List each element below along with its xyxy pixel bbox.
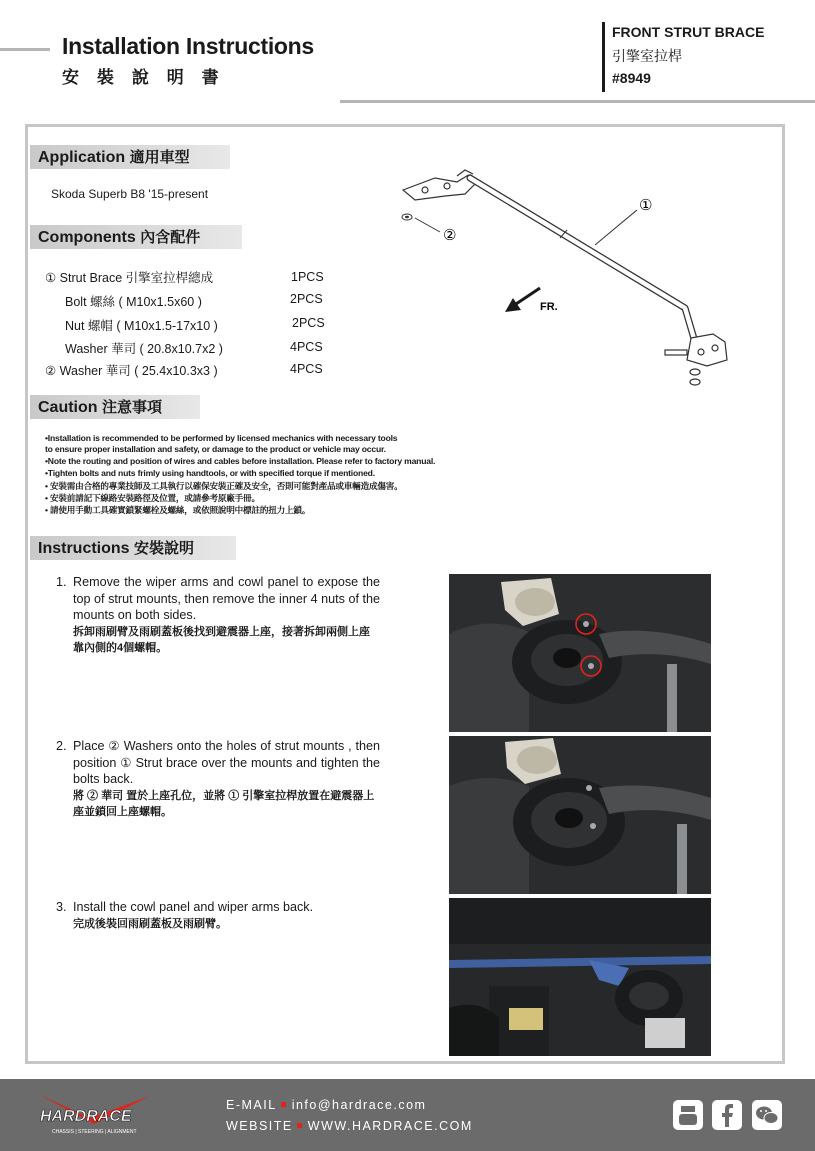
caution-line: •Tighten bolts and nuts frimly using handtools, or with specified torque if mentioned. <box>45 468 375 478</box>
header-divider-right <box>340 100 815 103</box>
strut-brace-diagram <box>395 160 755 390</box>
caution-heading-en: Caution <box>38 399 98 416</box>
step-text-en: Install the cowl panel and wiper arms back. <box>73 900 314 914</box>
wechat-icon[interactable] <box>752 1100 782 1130</box>
callout-1: ① <box>639 196 653 214</box>
component-item: ② Washer 華司 ( 25.4x10.3x3 ) <box>45 364 218 378</box>
brace-bar-drawing <box>470 178 695 342</box>
components-heading <box>30 225 242 249</box>
vehicle-application: Skoda Superb B8 '15-present <box>51 187 209 201</box>
step-number: 1. <box>56 575 67 589</box>
caution-line: •Note the routing and position of wires and cables before installation. Please refer to factory manual. <box>45 456 436 466</box>
component-item: ① Strut Brace 引擎室拉桿總成 <box>45 271 214 285</box>
component-qty: 1PCS <box>291 270 324 284</box>
step-text-zh: 拆卸雨刷臂及雨刷蓋板後找到避震器上座，接著拆卸兩側上座靠內側的4個螺帽。 <box>73 625 370 654</box>
application-heading-en: Application <box>38 149 126 166</box>
components-heading-zh: 內含配件 <box>140 228 201 246</box>
caution-line: •Installation is recommended to be performed by licensed mechanics with necessary tools <box>45 433 398 443</box>
caution-heading-zh: 注意事項 <box>102 398 163 416</box>
washer-drawing <box>402 214 412 220</box>
instructions-heading-en: Instructions <box>38 540 130 557</box>
step-text-en: Remove the wiper arms and cowl panel to expose the top of strut mounts, then remove the inner 4 nuts of the mounts on both sides. <box>73 575 380 622</box>
step-text-zh: 將 ② 華司 置於上座孔位，並將 ① 引擎室拉桿放置在避震器上座並鎖回上座螺帽。 <box>73 789 375 818</box>
component-qty: 4PCS <box>290 362 323 376</box>
step-text-zh: 完成後裝回雨刷蓋板及雨刷臂。 <box>73 917 227 930</box>
application-heading <box>30 145 230 169</box>
application-heading-zh: 適用車型 <box>129 148 190 166</box>
callout-2-leader <box>415 218 440 232</box>
step-number: 2. <box>56 739 67 753</box>
component-item: Nut 螺帽 ( M10x1.5-17x10 ) <box>65 319 218 333</box>
youtube-icon[interactable] <box>673 1100 703 1130</box>
step-1-photo <box>449 574 711 732</box>
header-divider-left <box>0 48 50 51</box>
caution-line: • 安裝需由合格的專業技師及工具執行以確保安裝正確及安全，否則可能對產品或車輛造成傷害。 <box>45 481 403 491</box>
document-title: Installation Instructions <box>62 33 314 59</box>
product-name-zh: 引擎室拉桿 <box>612 48 682 64</box>
product-name: FRONT STRUT BRACE <box>612 24 765 40</box>
caution-line: • 請使用手動工具確實鎖緊螺栓及螺絲，或依照說明中標註的扭力上鎖。 <box>45 505 311 515</box>
header-vertical-bar <box>602 22 605 92</box>
component-qty: 2PCS <box>292 316 325 330</box>
facebook-icon[interactable] <box>712 1100 742 1130</box>
email-line <box>226 1098 426 1112</box>
callout-1-leader <box>595 210 637 245</box>
website-line <box>226 1119 473 1133</box>
document-title-zh: 安 裝 說 明 書 <box>62 68 225 88</box>
hardrace-logo <box>30 1088 190 1136</box>
right-mount-drawing <box>665 334 727 385</box>
front-direction-arrow-icon <box>505 288 540 312</box>
instruction-step-1 <box>56 574 380 657</box>
caution-line: • 安裝前請記下線路安裝路徑及位置，或請參考原廠手冊。 <box>45 493 260 503</box>
caution-line: to ensure proper installation and safety, or damage to the product or vehicle may occur. <box>45 444 386 454</box>
brand-name: HARDRACE <box>40 1108 132 1125</box>
step-3-photo <box>449 898 711 1056</box>
component-qty: 4PCS <box>290 340 323 354</box>
component-item: Washer 華司 ( 20.8x10.7x2 ) <box>65 342 223 356</box>
instructions-heading <box>30 536 236 560</box>
email-link[interactable]: info@hardrace.com <box>291 1098 427 1112</box>
component-qty: 2PCS <box>290 292 323 306</box>
component-item: Bolt 螺絲 ( M10x1.5x60 ) <box>65 295 202 309</box>
website-label: WEBSITE <box>226 1119 293 1133</box>
callout-2: ② <box>443 226 457 244</box>
email-label: E-MAIL <box>226 1098 277 1112</box>
components-heading-en: Components <box>38 229 136 246</box>
instructions-heading-zh: 安裝說明 <box>134 539 195 557</box>
red-square-bullet <box>297 1123 302 1128</box>
step-text-en: Place ② Washers onto the holes of strut mounts , then position ① Strut brace over the mounts and tighten the bolts back. <box>73 739 380 786</box>
front-direction-label: FR. <box>540 301 558 313</box>
product-code: #8949 <box>612 70 651 86</box>
left-mount-drawing <box>403 170 477 200</box>
step-2-photo <box>449 736 711 894</box>
instruction-step-2 <box>56 738 380 821</box>
step-number: 3. <box>56 900 67 914</box>
red-square-bullet <box>281 1102 286 1107</box>
website-link[interactable]: WWW.HARDRACE.COM <box>307 1119 473 1133</box>
caution-heading <box>30 395 200 419</box>
brand-tagline: CHASSIS | STEERING | ALIGNMENT <box>52 1129 137 1135</box>
instruction-step-3 <box>56 899 380 932</box>
